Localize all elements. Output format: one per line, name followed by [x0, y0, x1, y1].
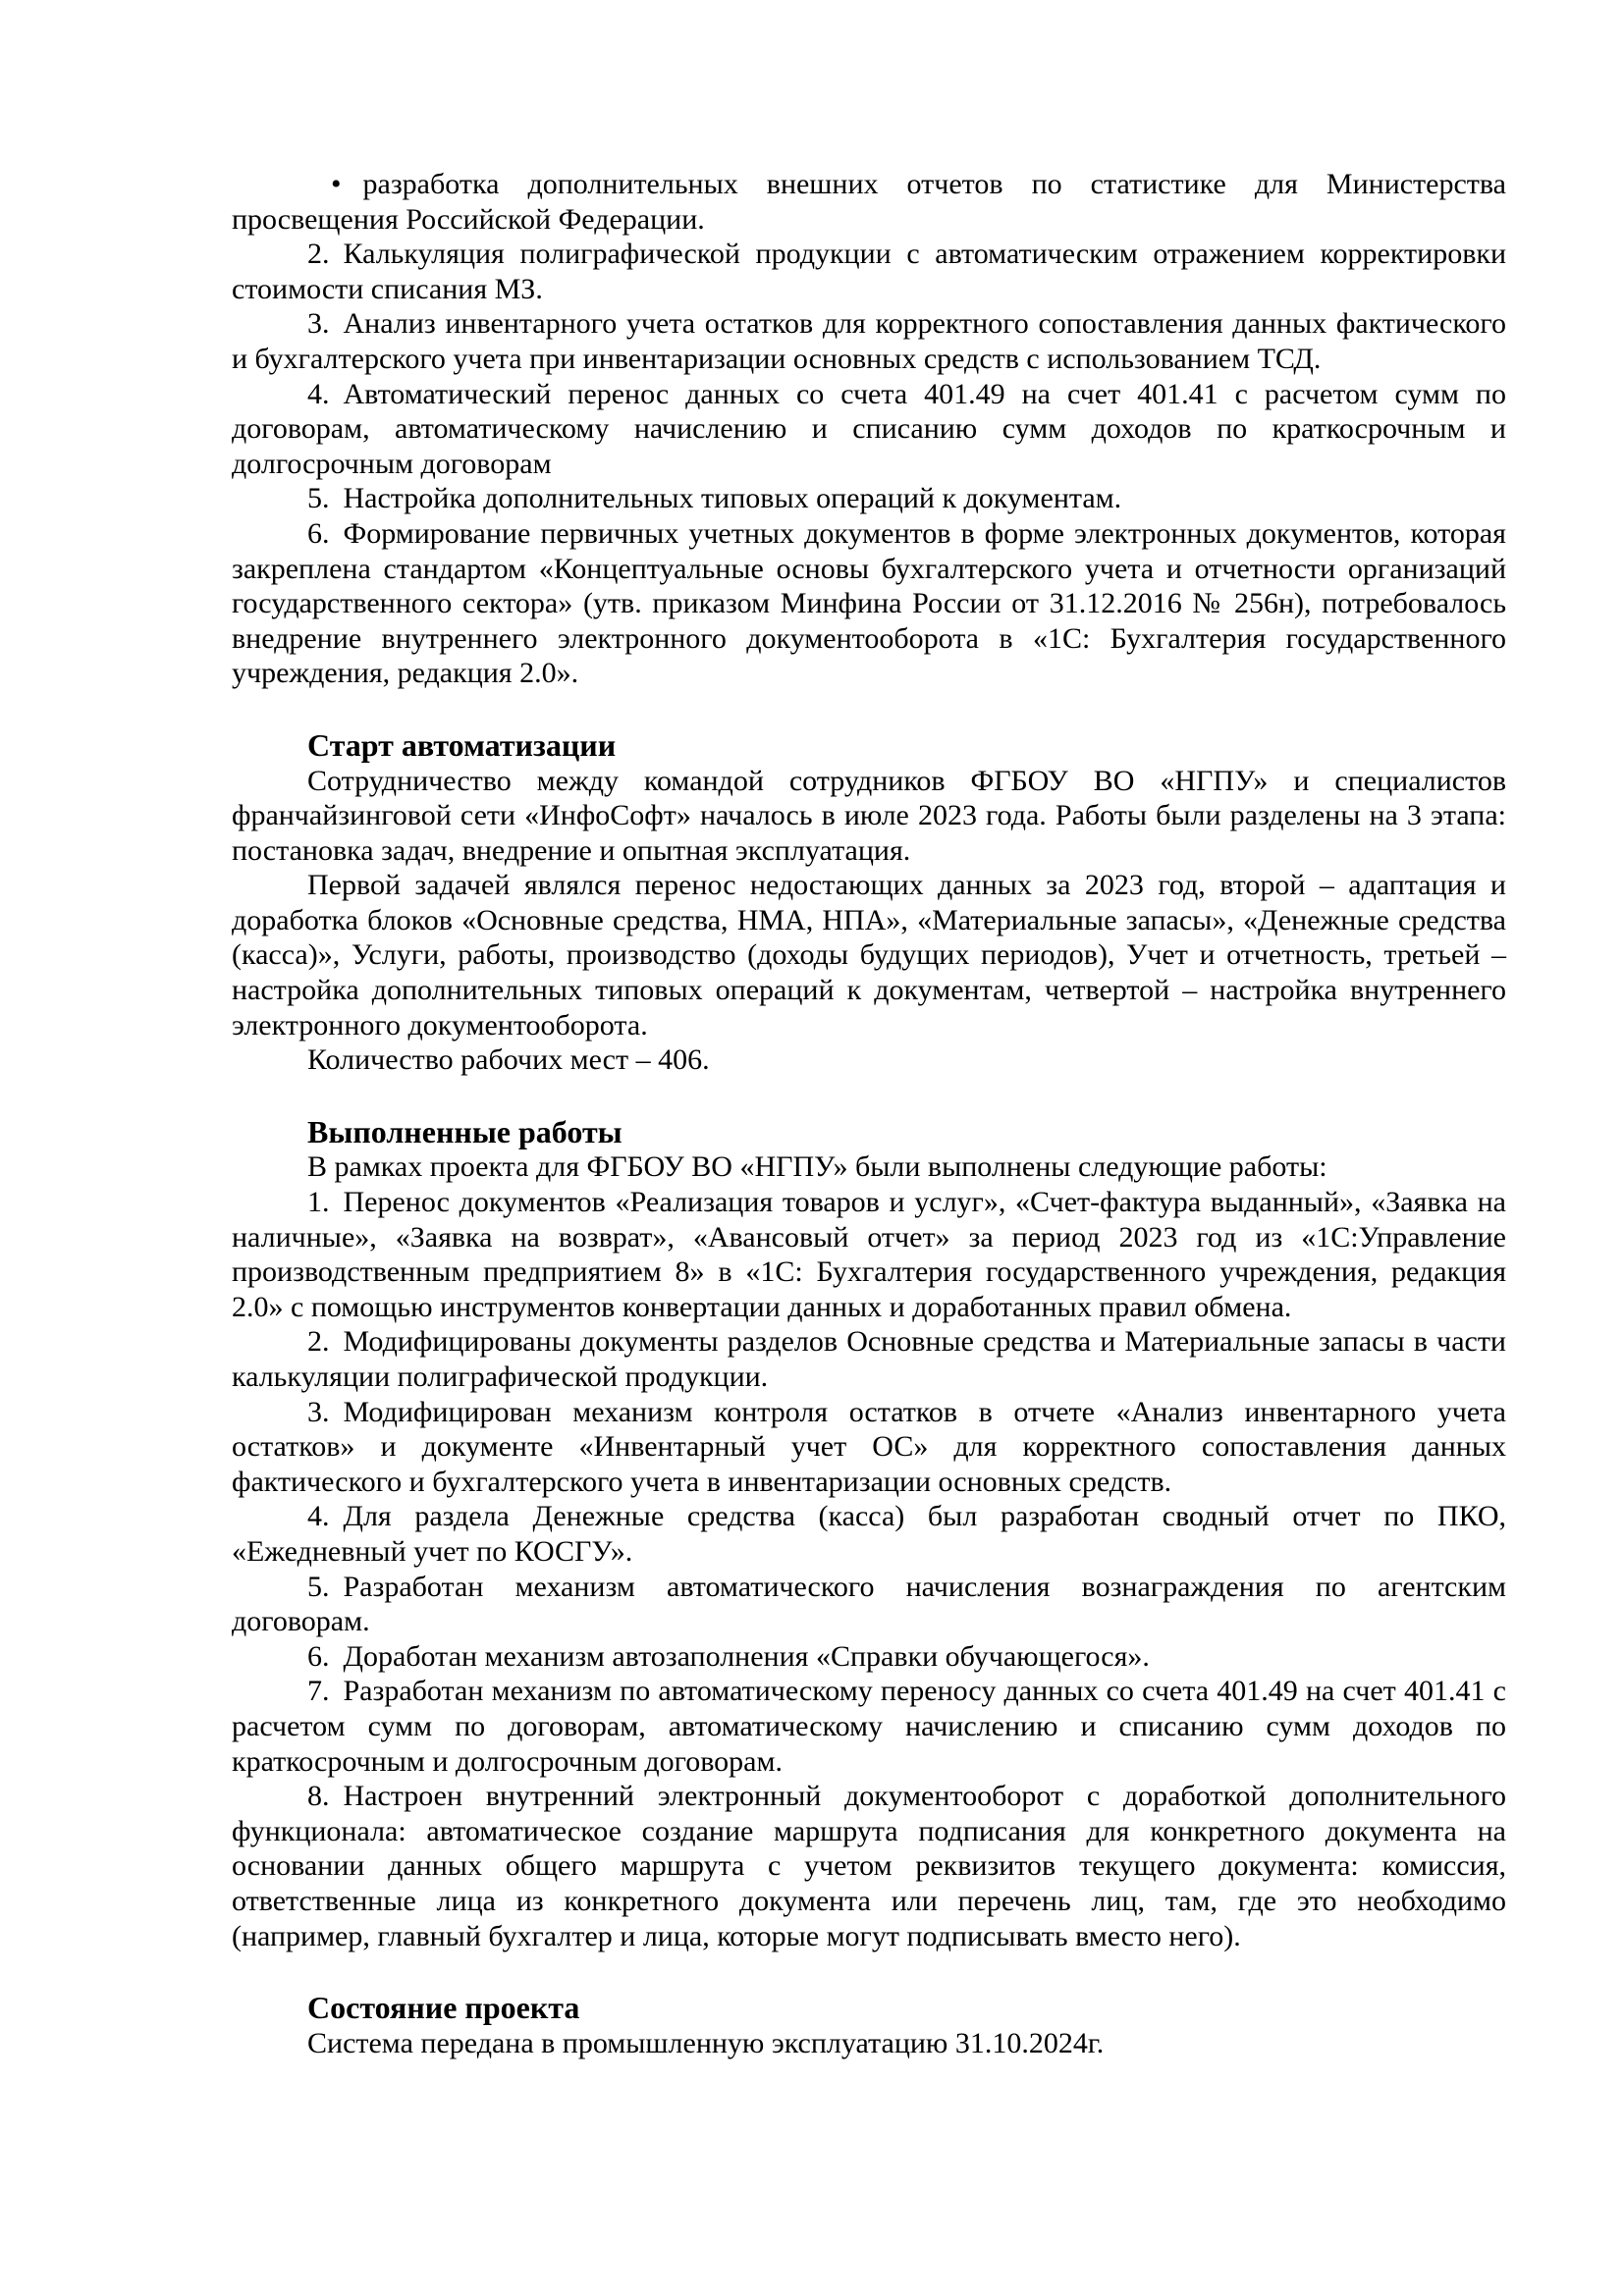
section-heading-automation-start: Старт автоматизации — [307, 726, 617, 763]
paragraph-text: Формирование первичных учетных документов в форме электронных документов, которая закреплена стандартом «Концептуальные основы бухгалтерского учета и отчетности организаций государственного сектора» (утв. приказом Минфина России от 31.12.2016 № 256н), потребовалось внедрение внутреннего электронного документооборота в «1С: Бухгалтерия государственного учреждения, редакция 2.0». — [232, 516, 1506, 690]
work-item-7 — [232, 1674, 1506, 1779]
item-number: 5. — [307, 1570, 330, 1603]
paragraph-workplaces-count: Количество рабочих мест – 406. — [307, 1043, 710, 1077]
item-number: 4. — [307, 1500, 330, 1533]
item-number: 6. — [307, 516, 330, 550]
item-number: 2. — [307, 1325, 330, 1359]
work-item-5 — [232, 1570, 1506, 1639]
paragraph-text: Калькуляция полиграфической продукции с автоматическим отражением корректировки стоимости списания МЗ. — [232, 238, 1506, 305]
paragraph-text: Перенос документов «Реализация товаров и услуг», «Счет-фактура выданный», «Заявка на наличные», «Заявка на возврат», «Авансовый отчет» за период 2023 год из «1С:Управление производственным предприятием 8» в «1С: Бухгалтерия государственного учреждения, редакция 2.0» с помощью инструментов конвертации данных и доработанных правил обмена. — [232, 1186, 1506, 1323]
work-item-1 — [232, 1185, 1506, 1324]
paragraph-text: разработка дополнительных внешних отчетов по статистике для Министерства просвещения Российской Федерации. — [232, 168, 1506, 236]
numbered-item-5 — [232, 481, 1506, 516]
paragraph-works-intro: В рамках проекта для ФГБОУ ВО «НГПУ» были выполнены следующие работы: — [307, 1150, 1327, 1184]
paragraph-text: Разработан механизм по автоматическому переносу данных со счета 401.49 на счет 401.41 с расчетом сумм по договорам, автоматическому начислению и списанию сумм доходов по краткосрочным и долгосрочным договорам. — [232, 1675, 1506, 1778]
paragraph-text: Модифицированы документы разделов Основные средства и Материальные запасы в части калькуляции полиграфической продукции. — [232, 1325, 1506, 1393]
item-number: 8. — [307, 1780, 330, 1813]
section-heading-project-status: Состояние проекта — [307, 1990, 580, 2026]
work-item-3 — [232, 1395, 1506, 1500]
work-item-2 — [232, 1324, 1506, 1394]
work-item-4 — [232, 1499, 1506, 1569]
paragraph-stages: Первой задачей являлся перенос недостающих данных за 2023 год, второй – адаптация и доработка блоков «Основные средства, НМА, НПА», «Материальные запасы», «Денежные средства (касса)», Услуги, работы, производство (доходы будущих периодов), Учет и отчетность, третьей – настройка дополнительных типовых операций к документам, четвертой – настройка внутреннего электронного документооборота. — [232, 869, 1506, 1041]
item-number: 4. — [307, 377, 330, 410]
document-body — [232, 167, 1506, 2060]
item-number: 3. — [307, 1395, 330, 1428]
item-number: 1. — [307, 1186, 330, 1219]
numbered-item-4 — [232, 377, 1506, 482]
section-heading-completed-works: Выполненные работы — [307, 1113, 623, 1149]
paragraph-project-status: Система передана в промышленную эксплуатацию 31.10.2024г. — [307, 2026, 1105, 2059]
work-item-6 — [232, 1639, 1506, 1675]
item-number: 6. — [307, 1639, 330, 1673]
paragraph-text: Анализ инвентарного учета остатков для корректного сопоставления данных фактического и бухгалтерского учета при инвентаризации основных средств с использованием ТСД. — [232, 307, 1506, 375]
bullet-item-external-reports — [232, 167, 1506, 237]
paragraph-cooperation: Сотрудничество между командой сотрудников ФГБОУ ВО «НГПУ» и специалистов франчайзинговой сети «ИнфоСофт» началось в июле 2023 года. Работы были разделены на 3 этапа: постановка задач, внедрение и опытная эксплуатация. — [232, 764, 1506, 867]
paragraph-text: Для раздела Денежные средства (касса) был разработан сводный отчет по ПКО, «Ежедневный учет по КОСГУ». — [232, 1500, 1506, 1568]
numbered-item-3 — [232, 306, 1506, 376]
paragraph-text: Настройка дополнительных типовых операций к документам. — [343, 482, 1122, 515]
paragraph-text: Автоматический перенос данных со счета 401.49 на счет 401.41 с расчетом сумм по договорам, автоматическому начислению и списанию сумм доходов по краткосрочным и долгосрочным договорам — [232, 377, 1506, 480]
item-number: 2. — [307, 238, 330, 271]
numbered-item-6 — [232, 516, 1506, 691]
item-number: 3. — [307, 307, 330, 341]
paragraph-text: Модифицирован механизм контроля остатков в отчете «Анализ инвентарного учета остатков» и документе «Инвентарный учет ОС» для корректного сопоставления данных фактического и бухгалтерского учета в инвентаризации основных средств. — [232, 1395, 1506, 1498]
bullet-icon: • — [331, 168, 342, 200]
item-number: 5. — [307, 482, 330, 515]
work-item-8 — [232, 1779, 1506, 1953]
paragraph-text: Доработан механизм автозаполнения «Справки обучающегося». — [343, 1639, 1150, 1673]
paragraph-text: Настроен внутренний электронный документооборот с доработкой дополнительного функционала: автоматическое создание маршрута подписания для конкретного документа на основании данных общего маршрута с учетом реквизитов текущего документа: комиссия, ответственные лица из конкретного документа или перечень лиц, там, где это необходимо (например, главный бухгалтер и лица, которые могут подписывать вместо него). — [232, 1780, 1506, 1952]
numbered-item-2 — [232, 237, 1506, 306]
item-number: 7. — [307, 1675, 330, 1708]
paragraph-text: Разработан механизм автоматического начисления вознаграждения по агентским договорам. — [232, 1570, 1506, 1638]
